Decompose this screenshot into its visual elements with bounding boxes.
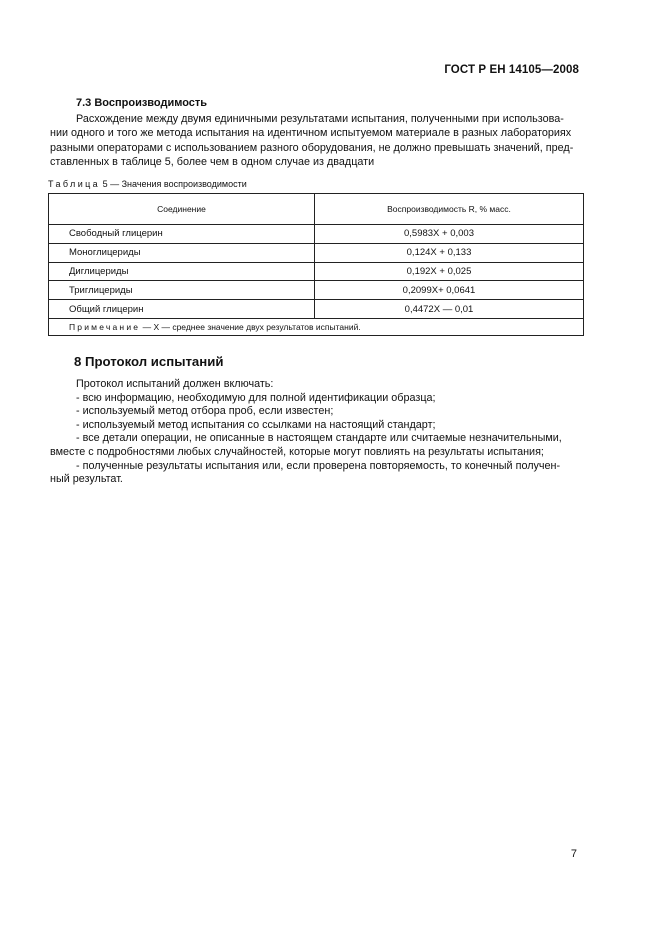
document-code: ГОСТ Р ЕН 14105—2008 [444, 64, 579, 76]
table-row [49, 262, 584, 281]
table-row [49, 281, 584, 300]
compound-cell: Свободный глицерин [49, 225, 315, 244]
paragraph-line: Расхождение между двумя единичными результатами испытания, полученными при использова- [76, 113, 564, 125]
paragraph-line: нии одного и того же метода испытания на идентичном испытуемом материале в разных лабораториях [50, 127, 572, 140]
note-text: — X — среднее значение двух результатов испытаний. [142, 321, 361, 332]
list-item: - полученные результаты испытания или, если проверена повторяемость, то конечный получен- [76, 459, 561, 472]
reproducibility-cell: 0,192X + 0,025 [315, 262, 584, 281]
section-7-3-paragraph [50, 112, 584, 170]
table-5-caption [48, 179, 247, 189]
paragraph-line: ставленных в таблице 5, более чем в одном случае из двадцати [50, 156, 375, 169]
reproducibility-cell: 0,5983X + 0,003 [315, 225, 584, 244]
reproducibility-cell: 0,4472X — 0,01 [315, 300, 584, 319]
compound-cell: Моноглицериды [49, 243, 315, 262]
table-note [49, 318, 584, 335]
column-header-compound: Соединение [49, 194, 315, 225]
paragraph-line: разными операторами с использованием разного оборудования, не должно превышать значений, пред- [50, 141, 574, 154]
intro-line: Протокол испытаний должен включать: [76, 378, 274, 390]
note-word: Примечание [69, 321, 141, 332]
compound-cell: Общий глицерин [49, 300, 315, 319]
compound-cell: Диглицериды [49, 262, 315, 281]
list-item: - все детали операции, не описанные в настоящем стандарте или считаемые незначительными, [76, 432, 562, 445]
table-row [49, 243, 584, 262]
protocol-requirements [50, 378, 584, 487]
reproducibility-cell: 0,124X + 0,133 [315, 243, 584, 262]
table-row [49, 300, 584, 319]
section-7-3-title: 7.3 Воспроизводимость [76, 97, 208, 109]
caption-text: 5 — Значения воспроизводимости [102, 179, 247, 189]
reproducibility-table [48, 193, 584, 336]
list-item-continuation: ный результат. [50, 473, 123, 486]
caption-word: Таблица [48, 179, 101, 189]
page-number: 7 [570, 848, 577, 860]
reproducibility-cell: 0,2099X+ 0,0641 [315, 281, 584, 300]
column-header-reproducibility: Воспроизводимость R, % масс. [315, 194, 584, 225]
list-item-continuation: вместе с подробностями любых случайностей, которые могут повлиять на результаты испытания; [50, 445, 544, 458]
list-item: - используемый метод отбора проб, если известен; [76, 405, 334, 418]
table-row [49, 225, 584, 244]
section-8-title: 8 Протокол испытаний [74, 354, 224, 369]
list-item: - используемый метод испытания со ссылками на настоящий стандарт; [76, 418, 436, 431]
list-item: - всю информацию, необходимую для полной идентификации образца; [76, 391, 436, 404]
compound-cell: Триглицериды [49, 281, 315, 300]
table-note-row [49, 318, 584, 335]
